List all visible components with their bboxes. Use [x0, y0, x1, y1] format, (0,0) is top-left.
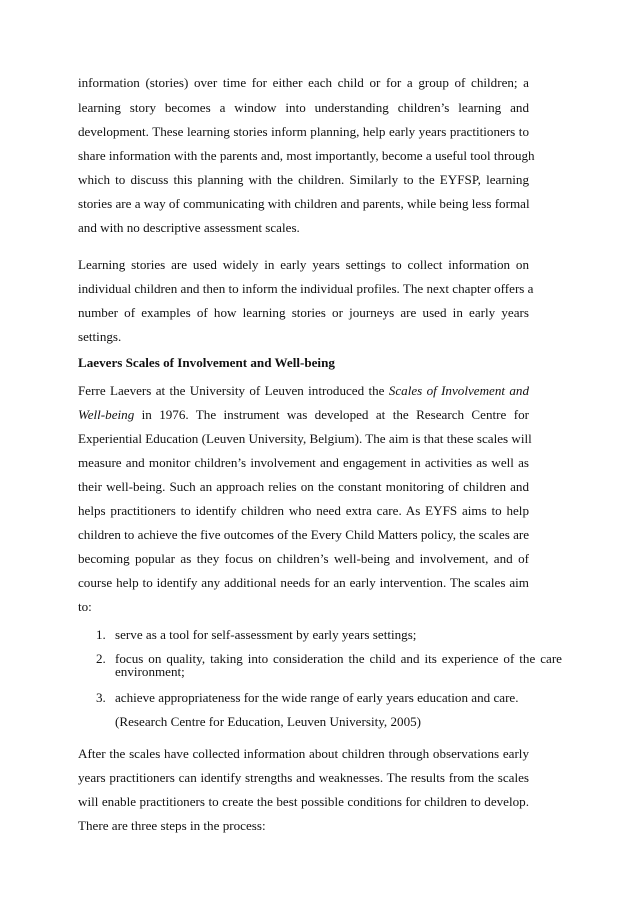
- paragraph-3-line-5: their well-being. Such an approach relies on the constant monitoring of children and: [78, 479, 529, 494]
- paragraph-2-line-3: number of examples of how learning stories or journeys are used in early years: [78, 305, 529, 320]
- list-number-3: 3.: [96, 690, 106, 705]
- list-item-2-line-2: environment;: [115, 664, 185, 679]
- paragraph-4-line-4: There are three steps in the process:: [78, 818, 266, 833]
- paragraph-3-line-1: [78, 383, 529, 399]
- paragraph-3-line-8: becoming popular as they focus on children’s well-being and involvement, and of: [78, 551, 529, 566]
- list-item-3: achieve appropriateness for the wide range of early years education and care.: [115, 690, 519, 705]
- paragraph-4-line-2: years practitioners can identify strengths and weaknesses. The results from the scales: [78, 770, 529, 785]
- paragraph-2-line-4: settings.: [78, 329, 122, 344]
- paragraph-4-line-3: will enable practitioners to create the best possible conditions for children to develop.: [78, 794, 529, 809]
- list-number-1: 1.: [96, 627, 106, 642]
- paragraph-4-line-1: After the scales have collected information about children through observations early: [78, 746, 529, 761]
- paragraph-3-line-9: course help to identify any additional needs for an early intervention. The scales aim: [78, 575, 529, 590]
- section-heading: Laevers Scales of Involvement and Well-being: [78, 355, 335, 370]
- paragraph-3-line-1-text: Ferre Laevers at the University of Leuven introduced the: [78, 383, 389, 398]
- citation: (Research Centre for Education, Leuven University, 2005): [115, 714, 422, 729]
- paragraph-1-line-2: learning story becomes a window into understanding children’s learning and: [78, 100, 529, 115]
- paragraph-1-line-4: share information with the parents and, most importantly, become a useful tool through: [78, 148, 535, 163]
- scales-title-part-1: Scales of Involvement and: [388, 383, 530, 398]
- paragraph-3-line-2: [78, 407, 529, 423]
- paragraph-1-line-3: development. These learning stories inform planning, help early years practitioners to: [78, 124, 529, 139]
- scales-title-part-2: Well-being: [78, 407, 135, 422]
- paragraph-1-line-7: and with no descriptive assessment scales.: [78, 220, 300, 235]
- paragraph-3-line-4: measure and monitor children’s involvement and engagement in activities as well as: [78, 455, 529, 470]
- paragraph-3-line-3: Experiential Education (Leuven University, Belgium). The aim is that these scales will: [78, 431, 532, 446]
- paragraph-3-line-6: helps practitioners to identify children who need extra care. As EYFS aims to help: [78, 503, 529, 518]
- list-item-2-line-1: focus on quality, taking into consideration the child and its experience of the care: [115, 651, 562, 666]
- paragraph-3-line-7: children to achieve the five outcomes of the Every Child Matters policy, the scales are: [78, 527, 530, 542]
- list-number-2: 2.: [96, 651, 106, 666]
- list-item-1: serve as a tool for self-assessment by early years settings;: [115, 627, 417, 642]
- paragraph-3-line-10: to:: [78, 599, 92, 614]
- paragraph-1-line-6: stories are a way of communicating with children and parents, while being less formal: [78, 196, 530, 211]
- paragraph-1-line-1: information (stories) over time for either each child or for a group of children; a: [78, 75, 529, 90]
- paragraph-1-line-5: which to discuss this planning with the children. Similarly to the EYFSP, learning: [78, 172, 529, 187]
- paragraph-3-line-2-text: in 1976. The instrument was developed at the Research Centre for: [134, 407, 529, 422]
- paragraph-2-line-2: individual children and then to inform the individual profiles. The next chapter offers a: [78, 281, 534, 296]
- paragraph-2-line-1: Learning stories are used widely in early years settings to collect information on: [78, 257, 529, 272]
